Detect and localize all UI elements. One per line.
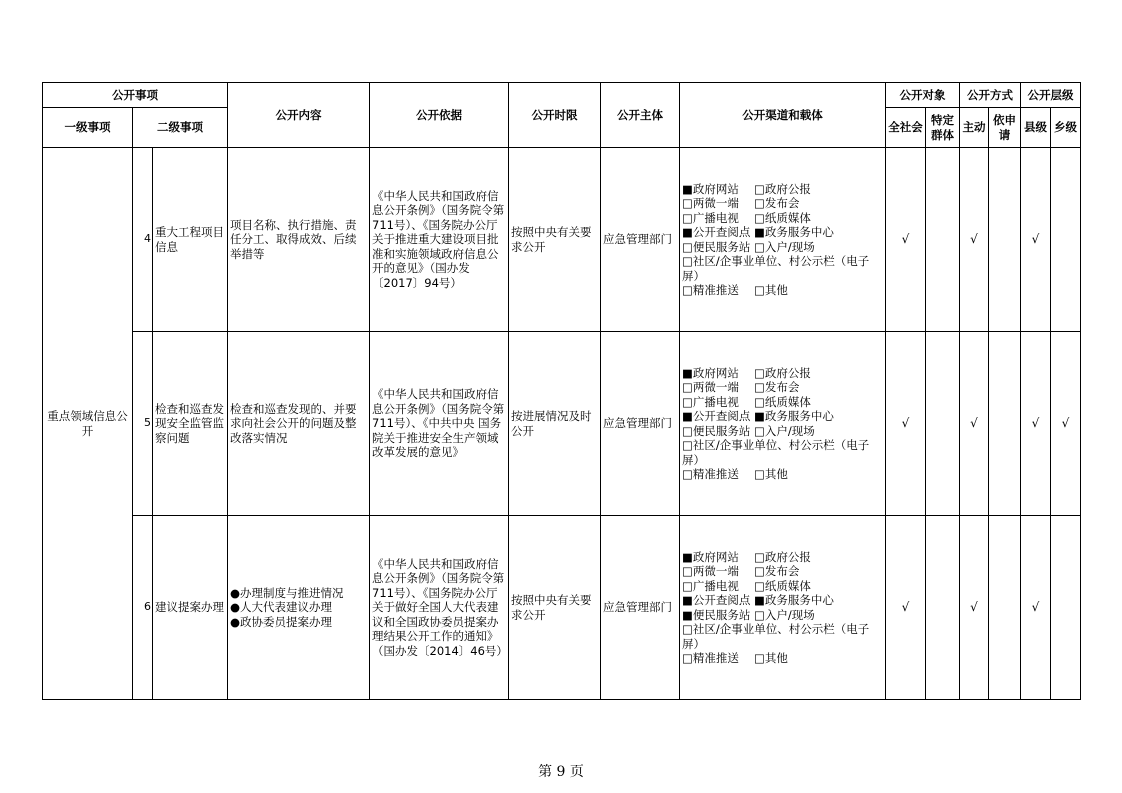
channel-line: □两微一端 □发布会	[682, 380, 800, 394]
channel-line: □精准推送 □其他	[682, 467, 788, 481]
check-on-application	[989, 148, 1021, 332]
header-content: 公开内容	[228, 83, 370, 148]
check-active: √	[960, 148, 989, 332]
subject-cell: 应急管理部门	[601, 332, 680, 516]
channels-cell	[680, 332, 886, 516]
header-level: 公开层级	[1021, 83, 1081, 108]
content-cell	[228, 332, 370, 516]
check-all-society: √	[886, 148, 926, 332]
channel-line: □广播电视 □纸质媒体	[682, 394, 811, 409]
header-audience: 公开对象	[886, 83, 960, 108]
channel-line: ■便民服务站 □入户/现场	[682, 607, 815, 622]
channel-line: □两微一端 □发布会	[682, 196, 800, 210]
header-subject: 公开主体	[601, 83, 680, 148]
channel-line: ■政府网站 □政府公报	[682, 549, 811, 564]
content-line: 检查和巡查发现的、并要求向社会公开的问题及整改落实情况	[230, 401, 357, 445]
page-number: 第 9 页	[538, 764, 584, 780]
disclosure-table	[42, 82, 1081, 700]
header-specific-group: 特定群体	[926, 108, 960, 148]
time-cell: 按照中央有关要求公开	[509, 516, 601, 700]
check-township	[1051, 148, 1081, 332]
item-name: 建议提案办理	[153, 516, 228, 700]
check-specific-group	[926, 332, 960, 516]
basis-cell: 《中华人民共和国政府信息公开条例》（国务院令第711号）、《中共中央 国务院关于推进安全生产领域改革发展的意见》	[370, 332, 509, 516]
table-row	[43, 332, 1081, 516]
channel-line: □精准推送 □其他	[682, 651, 788, 665]
header-county: 县级	[1021, 108, 1051, 148]
header-level-one: 一级事项	[43, 108, 133, 148]
content-line: ●人大代表建议办理	[230, 600, 333, 615]
channels-cell	[680, 148, 886, 332]
check-specific-group	[926, 516, 960, 700]
check-all-society: √	[886, 516, 926, 700]
channel-line: □广播电视 □纸质媒体	[682, 578, 811, 593]
content-cell	[228, 516, 370, 700]
row-number: 4	[133, 148, 153, 332]
subject-cell: 应急管理部门	[601, 516, 680, 700]
item-name: 重大工程项目信息	[153, 148, 228, 332]
content-line: ●办理制度与推进情况	[230, 585, 344, 600]
channel-line: ■公开查阅点 ■政务服务中心	[682, 409, 834, 423]
header-time-limit: 公开时限	[509, 83, 601, 148]
table-row	[43, 516, 1081, 700]
check-county: √	[1021, 332, 1051, 516]
header-township: 乡级	[1051, 108, 1081, 148]
check-on-application	[989, 332, 1021, 516]
channel-line: □精准推送 □其他	[682, 283, 788, 297]
check-township	[1051, 516, 1081, 700]
header-level-two: 二级事项	[133, 108, 228, 148]
header-basis: 公开依据	[370, 83, 509, 148]
subject-cell: 应急管理部门	[601, 148, 680, 332]
content-cell	[228, 148, 370, 332]
check-township: √	[1051, 332, 1081, 516]
channel-line: □社区/企事业单位、村公示栏（电子屏）	[682, 622, 870, 651]
header-on-application: 依申请	[989, 108, 1021, 148]
basis-cell: 《中华人民共和国政府信息公开条例》（国务院令第711号）、《国务院办公厅关于推进重大建设项目批准和实施领域政府信息公开的意见》（国办发〔2017〕94号）	[370, 148, 509, 332]
check-active: √	[960, 332, 989, 516]
channel-line: □社区/企事业单位、村公示栏（电子屏）	[682, 254, 870, 283]
check-specific-group	[926, 148, 960, 332]
check-on-application	[989, 516, 1021, 700]
category-cell: 重点领域信息公开	[43, 148, 133, 700]
check-county: √	[1021, 516, 1051, 700]
channel-line: ■公开查阅点 ■政务服务中心	[682, 593, 834, 607]
channel-line: ■公开查阅点 ■政务服务中心	[682, 225, 834, 239]
check-county: √	[1021, 148, 1051, 332]
time-cell: 按照中央有关要求公开	[509, 148, 601, 332]
header-active: 主动	[960, 108, 989, 148]
row-number: 6	[133, 516, 153, 700]
channel-line: ■政府网站 □政府公报	[682, 181, 811, 196]
channel-line: ■政府网站 □政府公报	[682, 365, 811, 380]
row-number: 5	[133, 332, 153, 516]
content-line: 项目名称、执行措施、责任分工、取得成效、后续举措等	[230, 217, 357, 261]
channel-line: □便民服务站 □入户/现场	[682, 423, 815, 438]
header-all-society: 全社会	[886, 108, 926, 148]
header-gongkai-shixiang: 公开事项	[43, 83, 228, 108]
item-name: 检查和巡查发现安全监管监察问题	[153, 332, 228, 516]
channel-line: □广播电视 □纸质媒体	[682, 210, 811, 225]
header-channels: 公开渠道和载体	[680, 83, 886, 148]
check-all-society: √	[886, 332, 926, 516]
header-method: 公开方式	[960, 83, 1021, 108]
check-active: √	[960, 516, 989, 700]
channel-line: □便民服务站 □入户/现场	[682, 239, 815, 254]
table-row	[43, 148, 1081, 332]
time-cell: 按进展情况及时公开	[509, 332, 601, 516]
basis-cell: 《中华人民共和国政府信息公开条例》（国务院令第711号）、《国务院办公厅关于做好全国人大代表建议和全国政协委员提案办理结果公开工作的通知》（国办发〔2014〕46号）	[370, 516, 509, 700]
channel-line: □两微一端 □发布会	[682, 564, 800, 578]
channel-line: □社区/企事业单位、村公示栏（电子屏）	[682, 438, 870, 467]
channels-cell	[680, 516, 886, 700]
content-line: ●政协委员提案办理	[230, 614, 333, 629]
